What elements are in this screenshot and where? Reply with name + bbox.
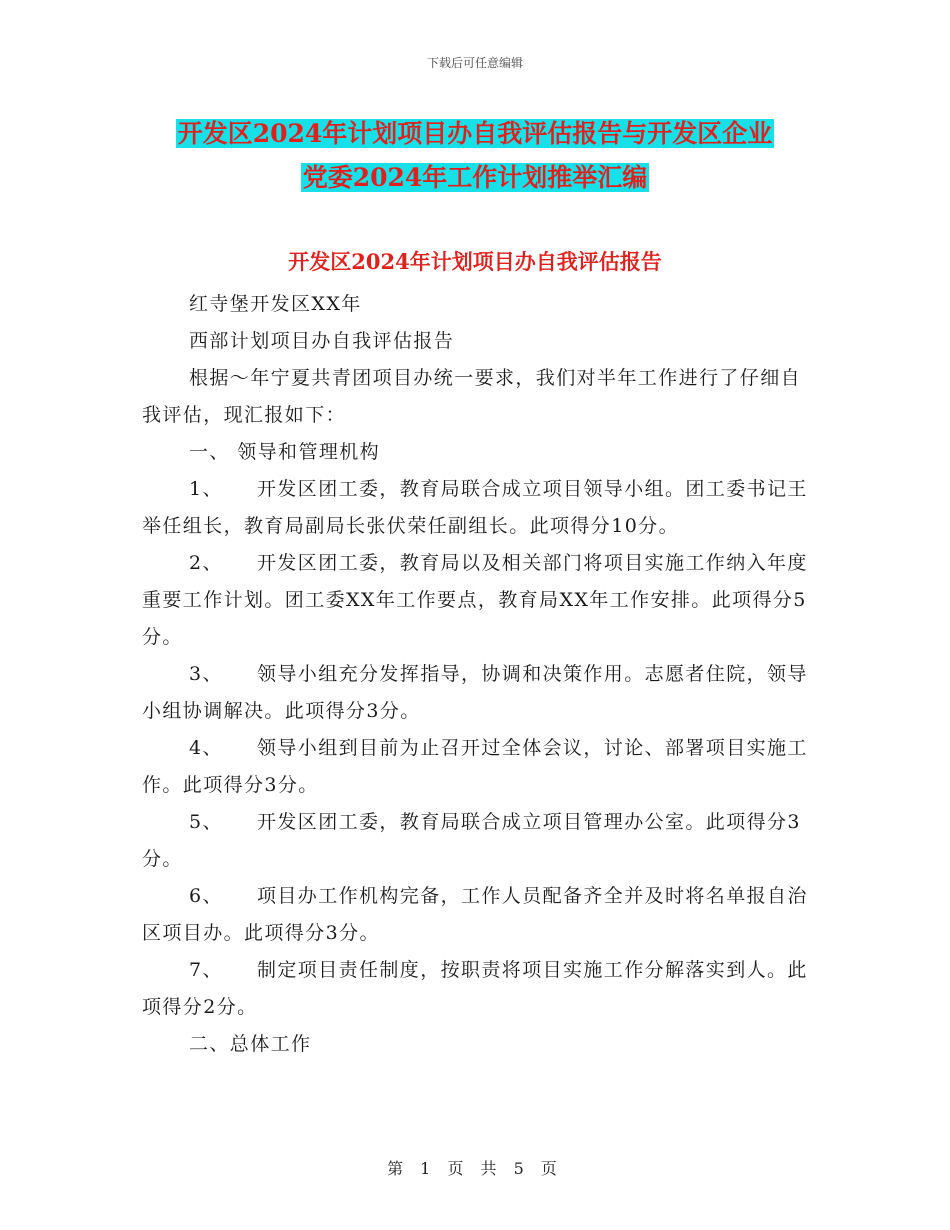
list-item	[142, 952, 812, 1026]
list-item	[142, 730, 812, 804]
paragraph-3: 根据～年宁夏共青团项目办统一要求，我们对半年工作进行了仔细自我评估，现汇报如下：	[142, 367, 802, 426]
list-item-number: 3、	[189, 663, 223, 685]
list-item-number: 2、	[189, 552, 223, 574]
list-item-text: 项目办工作机构完备，工作人员配备齐全并及时将名单报自治区项目办。此项得分3分。	[142, 885, 808, 944]
document-title	[110, 112, 840, 200]
document-body	[142, 286, 812, 1063]
heading-1: 一、 领导和管理机构	[189, 441, 381, 463]
document-title-line-2: 党委2024年工作计划推举汇编	[302, 163, 648, 192]
list-item-number: 7、	[189, 959, 223, 981]
section-title: 开发区2024年计划项目办自我评估报告	[288, 249, 662, 274]
page-footer: 第 1 页 共 5 页	[387, 1159, 563, 1178]
list-item-text: 开发区团工委，教育局以及相关部门将项目实施工作纳入年度重要工作计划。团工委XX年工作要点，教育局XX年工作安排。此项得分5分。	[142, 552, 808, 648]
list-item-number: 5、	[189, 811, 223, 833]
list-item	[142, 804, 812, 878]
header-note: 下载后可任意编辑	[426, 56, 523, 70]
list-item-number: 6、	[189, 885, 223, 907]
list-item-text: 领导小组充分发挥指导，协调和决策作用。志愿者住院，领导小组协调解决。此项得分3分。	[142, 663, 808, 722]
list-item-text: 制定项目责任制度，按职责将项目实施工作分解落实到人。此项得分2分。	[142, 959, 808, 1018]
list-item-text: 领导小组到目前为止召开过全体会议，讨论、部署项目实施工作。此项得分3分。	[142, 737, 808, 796]
list-item-number: 1、	[189, 478, 223, 500]
list-item-text: 开发区团工委，教育局联合成立项目管理办公室。此项得分3分。	[142, 811, 801, 870]
paragraph-1: 红寺堡开发区XX年	[189, 293, 362, 315]
list-item	[142, 878, 812, 952]
list-item	[142, 656, 812, 730]
paragraph-2: 西部计划项目办自我评估报告	[189, 330, 455, 352]
list-item-number: 4、	[189, 737, 223, 759]
heading-2: 二、总体工作	[189, 1033, 312, 1055]
document-title-line-1: 开发区2024年计划项目办自我评估报告与开发区企业	[177, 119, 773, 148]
list-item-text: 开发区团工委，教育局联合成立项目领导小组。团工委书记王举任组长，教育局副局长张伏荣任副组长。此项得分10分。	[142, 478, 808, 537]
list-item	[142, 545, 812, 656]
list-item	[142, 471, 812, 545]
